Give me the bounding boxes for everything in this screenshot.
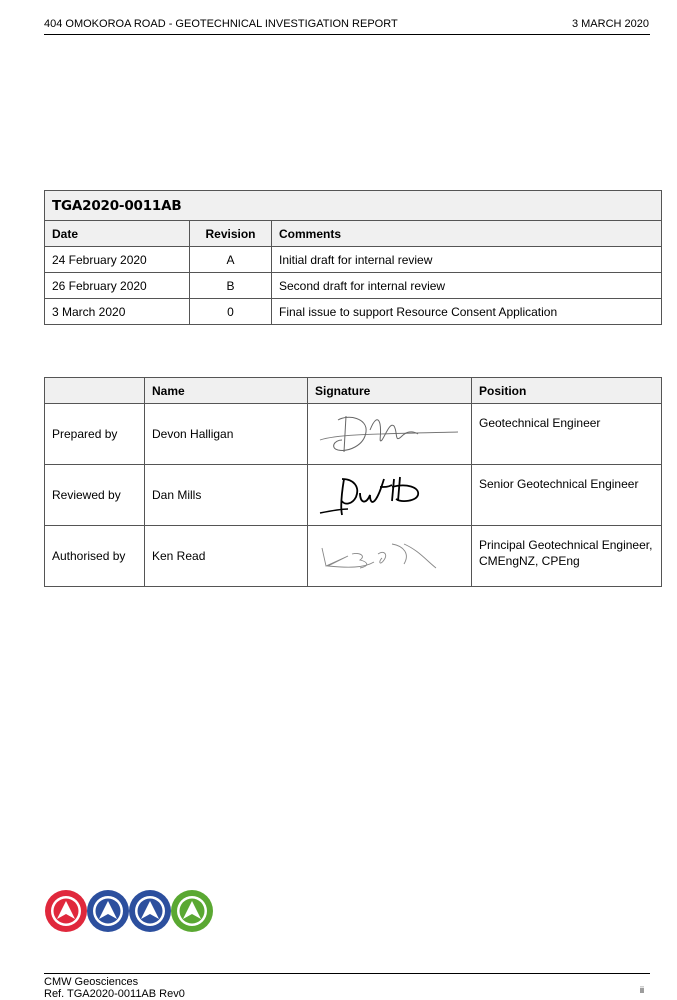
col-header-position: Position <box>472 378 662 404</box>
accreditation-badges <box>44 888 214 934</box>
col-header-role <box>45 378 145 404</box>
report-date: 3 MARCH 2020 <box>571 18 649 30</box>
cell-role: Reviewed by <box>45 465 145 526</box>
header-rule <box>44 34 650 35</box>
cell-position <box>472 404 662 465</box>
cell-date: 24 February 2020 <box>45 247 190 273</box>
cell-date: 3 March 2020 <box>45 299 190 325</box>
cell-role: Authorised by <box>45 526 145 587</box>
accreditation-badge-blue-icon <box>129 890 171 932</box>
position-line: Principal Geotechnical Engineer, <box>479 538 653 552</box>
table-row <box>45 273 662 299</box>
position-line: Senior Geotechnical Engineer <box>479 477 639 491</box>
cell-position <box>472 526 662 587</box>
cell-position <box>472 465 662 526</box>
cell-date: 26 February 2020 <box>45 273 190 299</box>
signoff-table <box>44 377 662 587</box>
col-header-date: Date <box>45 221 190 247</box>
cell-name: Devon Halligan <box>145 404 308 465</box>
footer-reference: Ref. TGA2020-0011AB Rev0 <box>44 988 185 1000</box>
col-header-revision: Revision <box>190 221 272 247</box>
footer-rule <box>44 973 650 974</box>
signature-authorised <box>308 526 472 587</box>
cell-comments: Second draft for internal review <box>272 273 662 299</box>
accreditation-badge-red-icon <box>45 890 87 932</box>
position-line: Geotechnical Engineer <box>479 416 601 430</box>
col-header-signature: Signature <box>308 378 472 404</box>
cell-name: Ken Read <box>145 526 308 587</box>
col-header-name: Name <box>145 378 308 404</box>
revision-table <box>44 190 662 325</box>
cell-role: Prepared by <box>45 404 145 465</box>
signature-reviewed <box>308 465 472 526</box>
table-row <box>45 299 662 325</box>
cell-revision: A <box>190 247 272 273</box>
signature-prepared <box>308 404 472 465</box>
cell-revision: 0 <box>190 299 272 325</box>
cell-comments: Final issue to support Resource Consent Application <box>272 299 662 325</box>
col-header-comments: Comments <box>272 221 662 247</box>
position-line: CMEngNZ, CPEng <box>479 554 580 568</box>
cell-comments: Initial draft for internal review <box>272 247 662 273</box>
cell-revision: B <box>190 273 272 299</box>
report-title: 404 OMOKOROA ROAD - GEOTECHNICAL INVESTIGATION REPORT <box>44 18 398 30</box>
revision-table-caption: TGA2020-0011AB <box>45 191 662 221</box>
table-row <box>45 465 662 526</box>
footer-company: CMW Geosciences <box>44 976 139 988</box>
table-row <box>45 526 662 587</box>
page-number: ii <box>640 985 644 995</box>
cell-name: Dan Mills <box>145 465 308 526</box>
table-row <box>45 247 662 273</box>
accreditation-badge-green-icon <box>171 890 213 932</box>
table-row <box>45 404 662 465</box>
accreditation-badge-blue-icon <box>87 890 129 932</box>
